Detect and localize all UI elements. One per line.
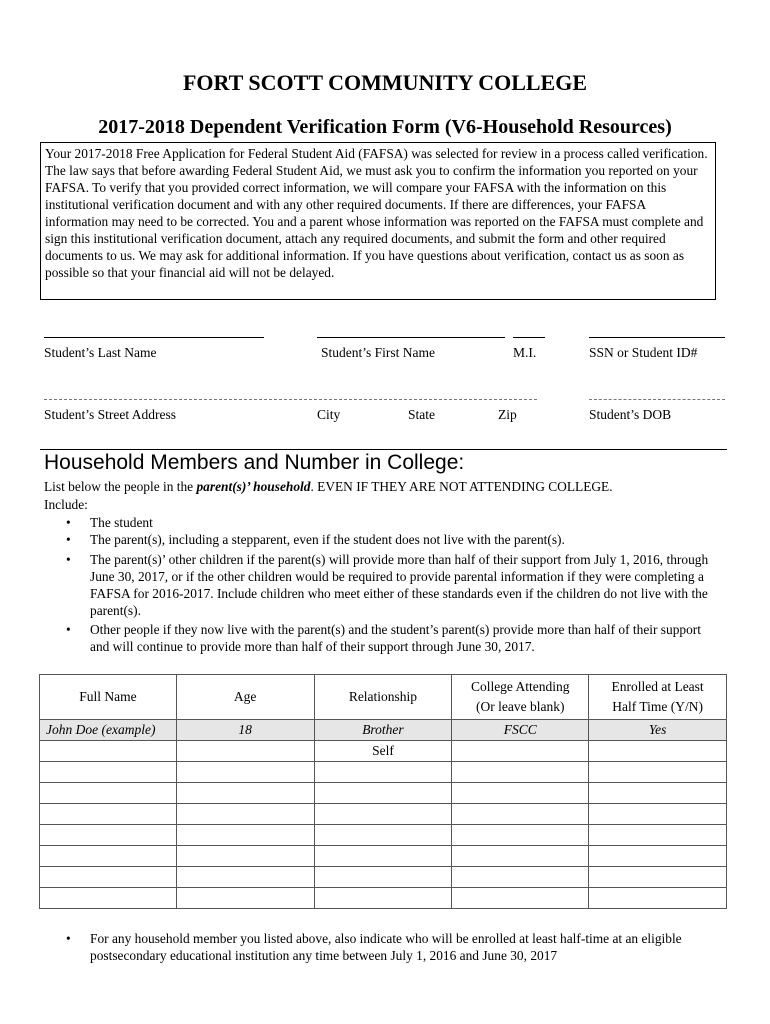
bullet-icon: • — [66, 622, 71, 637]
example-name: John Doe (example) — [40, 720, 177, 741]
table-row[interactable] — [40, 888, 727, 909]
enrolled-header-line1: Enrolled at Least — [611, 679, 704, 694]
col-header-age: Age — [176, 675, 314, 720]
include-label: Include: — [44, 497, 88, 512]
first-name-label: Student’s First Name — [321, 345, 435, 360]
college-header-line2: (Or leave blank) — [476, 699, 565, 714]
col-header-enrolled — [589, 675, 727, 720]
bullet-text: Other people if they now live with the parent(s) and the student’s parent(s) provide more than half of their support and will continue to provide more than half of their support through June 30, 2017. — [90, 622, 701, 654]
example-age: 18 — [176, 720, 314, 741]
household-intro-emph: parent(s)’ household — [196, 479, 311, 494]
bullet-icon: • — [66, 552, 71, 567]
household-intro — [44, 478, 724, 495]
section-rule — [40, 449, 727, 450]
bullet-item — [66, 621, 720, 655]
bullet-item — [66, 551, 720, 619]
dob-line[interactable] — [589, 399, 725, 400]
table-row[interactable] — [40, 762, 727, 783]
dob-label: Student’s DOB — [589, 407, 672, 422]
mi-line[interactable] — [513, 337, 545, 338]
household-intro-prefix: List below the people in the — [44, 479, 197, 494]
table-row[interactable] — [40, 783, 727, 804]
last-name-line[interactable] — [44, 337, 264, 338]
col-header-name: Full Name — [40, 675, 177, 720]
intro-box: Your 2017-2018 Free Application for Federal Student Aid (FAFSA) was selected for review in a process called verification. The law says that before awarding Federal Student Aid, we must ask you to confirm the information you reported on your FAFSA. To verify that you provided correct information, we will compare your FAFSA with the information on this institutional verification document and with any other required documents. If there are differences, your FAFSA information may need to be corrected. You and a parent whose information was reported on the FAFSA must complete and sign this institutional verification document, attach any required documents, and submit the form and other required documents to us. We may ask for additional information. If you have questions about verification, contact us as soon as possible so that your financial aid will not be delayed. — [40, 142, 716, 300]
street-label: Student’s Street Address — [44, 407, 176, 422]
household-table — [39, 674, 727, 909]
college-name: FORT SCOTT COMMUNITY COLLEGE — [182, 70, 588, 95]
example-enrolled: Yes — [589, 720, 727, 741]
ssn-label: SSN or Student ID# — [589, 345, 698, 360]
bullet-text: The student — [90, 515, 153, 530]
bullet-item — [66, 514, 720, 531]
table-row[interactable] — [40, 804, 727, 825]
city-label: City — [317, 407, 341, 422]
table-header-row — [40, 675, 727, 720]
bullet-icon: • — [66, 532, 71, 547]
table-row[interactable] — [40, 741, 727, 762]
col-header-college — [452, 675, 589, 720]
self-label: Self — [314, 741, 452, 762]
col-header-relationship: Relationship — [314, 675, 452, 720]
table-row[interactable] — [40, 825, 727, 846]
form-title: 2017-2018 Dependent Verification Form (V6-Household Resources) — [98, 116, 672, 138]
example-row — [40, 720, 727, 741]
footer-bullet-text: For any household member you listed above, also indicate who will be enrolled at least half-time at an eligible postsecondary educational institution any time between July 1, 2016 and June 30, 2017 — [90, 931, 682, 963]
footer-bullet — [66, 930, 720, 964]
college-header-line1: College Attending — [470, 679, 570, 694]
enrolled-header-line2: Half Time (Y/N) — [612, 699, 703, 714]
bullet-text: The parent(s)’ other children if the parent(s) will provide more than half of their support from July 1, 2016, through June 30, 2017, or if the other children would be required to provide parental information if they were completing a FAFSA for 2016-2017. Include children who meet either of these standards even if the children do not live with the parent(s). — [90, 552, 709, 618]
bullet-item — [66, 531, 720, 548]
household-intro-suffix: . EVEN IF THEY ARE NOT ATTENDING COLLEGE. — [310, 479, 613, 494]
state-label: State — [408, 407, 435, 422]
example-relationship: Brother — [314, 720, 452, 741]
first-name-line[interactable] — [317, 337, 505, 338]
last-name-label: Student’s Last Name — [44, 345, 157, 360]
ssn-line[interactable] — [589, 337, 725, 338]
mi-label: M.I. — [513, 345, 537, 360]
household-title: Household Members and Number in College: — [44, 451, 465, 474]
address-line[interactable] — [44, 399, 537, 400]
table-row[interactable] — [40, 867, 727, 888]
table-row[interactable] — [40, 846, 727, 867]
example-college: FSCC — [452, 720, 589, 741]
bullet-text: The parent(s), including a stepparent, even if the student does not live with the parent(s). — [90, 532, 565, 547]
zip-label: Zip — [498, 407, 517, 422]
bullet-icon: • — [66, 931, 71, 946]
bullet-icon: • — [66, 515, 71, 530]
